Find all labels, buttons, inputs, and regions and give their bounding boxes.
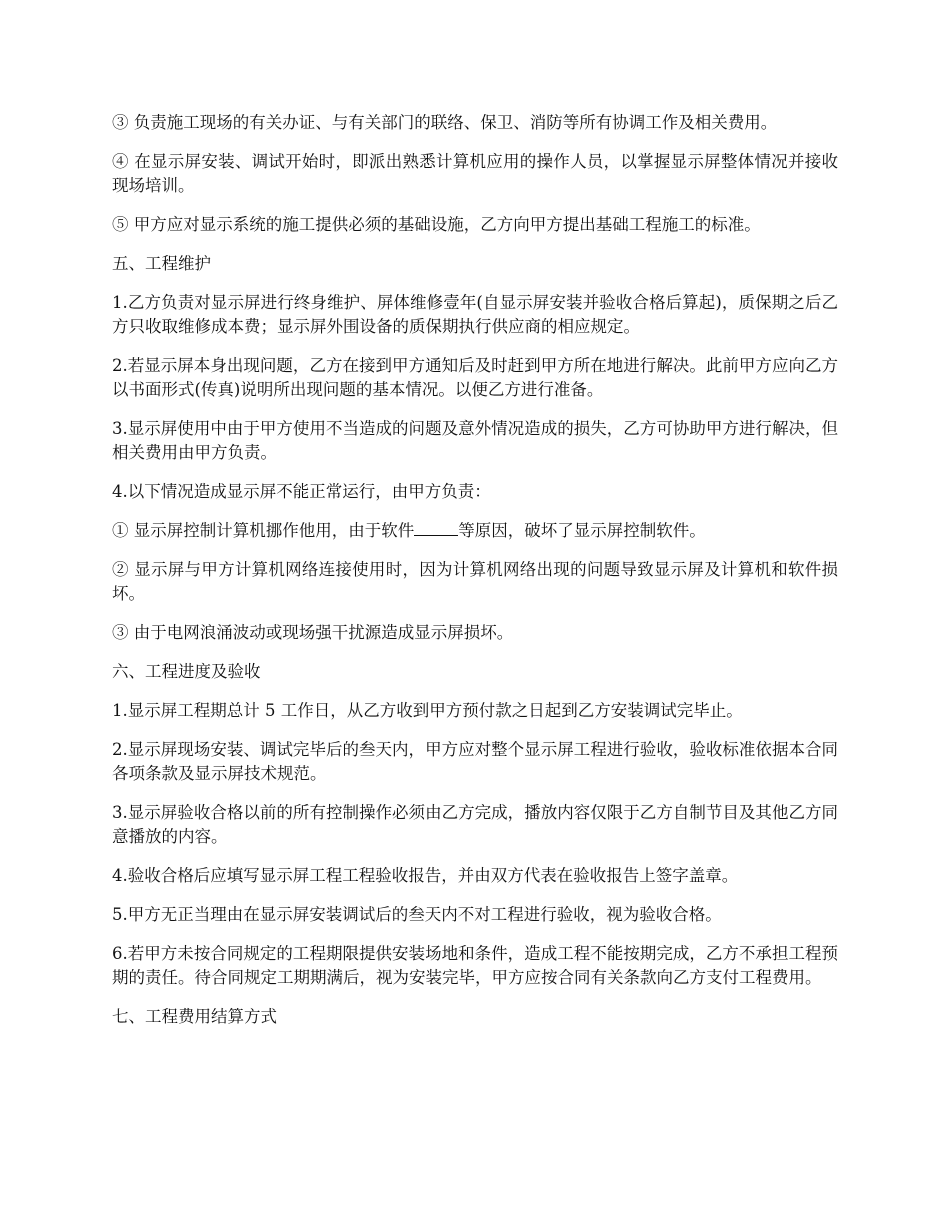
clause-paragraph: 2.若显示屏本身出现问题，乙方在接到甲方通知后及时赶到甲方所在地进行解决。此前甲方应向乙方以书面形式(传真)说明所出现问题的基本情况。以便乙方进行准备。 xyxy=(112,356,838,399)
clause-paragraph: 6.若甲方未按合同规定的工程期限提供安装场地和条件，造成工程不能按期完成，乙方不承担工程预期的责任。待合同规定工期期满后，视为安装完毕，甲方应按合同有关条款向乙方支付工程费用。 xyxy=(112,944,838,987)
document-page xyxy=(112,111,838,1044)
clause-paragraph: 4.以下情况造成显示屏不能正常运行，由甲方负责： xyxy=(112,482,491,501)
section-heading-progress-acceptance: 六、工程进度及验收 xyxy=(112,662,261,681)
clause-paragraph-with-blank xyxy=(112,519,838,543)
clause-paragraph: 4.验收合格后应填写显示屏工程工程验收报告，并由双方代表在验收报告上签字盖章。 xyxy=(112,866,739,885)
clause-paragraph: 5.甲方无正当理由在显示屏安装调试后的叁天内不对工程进行验收，视为验收合格。 xyxy=(112,905,722,924)
clause-paragraph: 2.显示屏现场安装、调试完毕后的叁天内，甲方应对整个显示屏工程进行验收，验收标准依据本合同各项条款及显示屏技术规范。 xyxy=(112,740,838,783)
clause-paragraph: 1.乙方负责对显示屏进行终身维护、屏体维修壹年(自显示屏安装并验收合格后算起)，质保期之后乙方只收取维修成本费；显示屏外围设备的质保期执行供应商的相应规定。 xyxy=(112,293,838,336)
clause-paragraph: ⑤ 甲方应对显示系统的施工提供必须的基础设施，乙方向甲方提出基础工程施工的标准。 xyxy=(112,215,761,234)
clause-text-before-blank: ① 显示屏控制计算机挪作他用，由于软件 xyxy=(112,521,415,540)
clause-paragraph: ③ 由于电网浪涌波动或现场强干扰源造成显示屏损坏。 xyxy=(112,623,514,642)
section-heading-maintenance: 五、工程维护 xyxy=(112,254,211,273)
section-heading-settlement: 七、工程费用结算方式 xyxy=(112,1007,277,1026)
clause-paragraph: 1.显示屏工程期总计 5 工作日，从乙方收到甲方预付款之日起到乙方安装调试完毕止。 xyxy=(112,701,743,720)
clause-paragraph: ③ 负责施工现场的有关办证、与有关部门的联络、保卫、消防等所有协调工作及相关费用。 xyxy=(112,113,778,132)
clause-paragraph: 3.显示屏验收合格以前的所有控制操作必须由乙方完成，播放内容仅限于乙方自制节目及其他乙方同意播放的内容。 xyxy=(112,803,838,846)
fill-in-blank xyxy=(414,519,458,536)
clause-paragraph: ② 显示屏与甲方计算机网络连接使用时，因为计算机网络出现的问题导致显示屏及计算机和软件损坏。 xyxy=(112,560,838,603)
clause-paragraph: 3.显示屏使用中由于甲方使用不当造成的问题及意外情况造成的损失，乙方可协助甲方进行解决，但相关费用由甲方负责。 xyxy=(112,419,838,462)
clause-text-after-blank: 等原因，破坏了显示屏控制软件。 xyxy=(458,521,706,540)
clause-paragraph: ④ 在显示屏安装、调试开始时，即派出熟悉计算机应用的操作人员，以掌握显示屏整体情况并接收现场培训。 xyxy=(112,152,838,195)
